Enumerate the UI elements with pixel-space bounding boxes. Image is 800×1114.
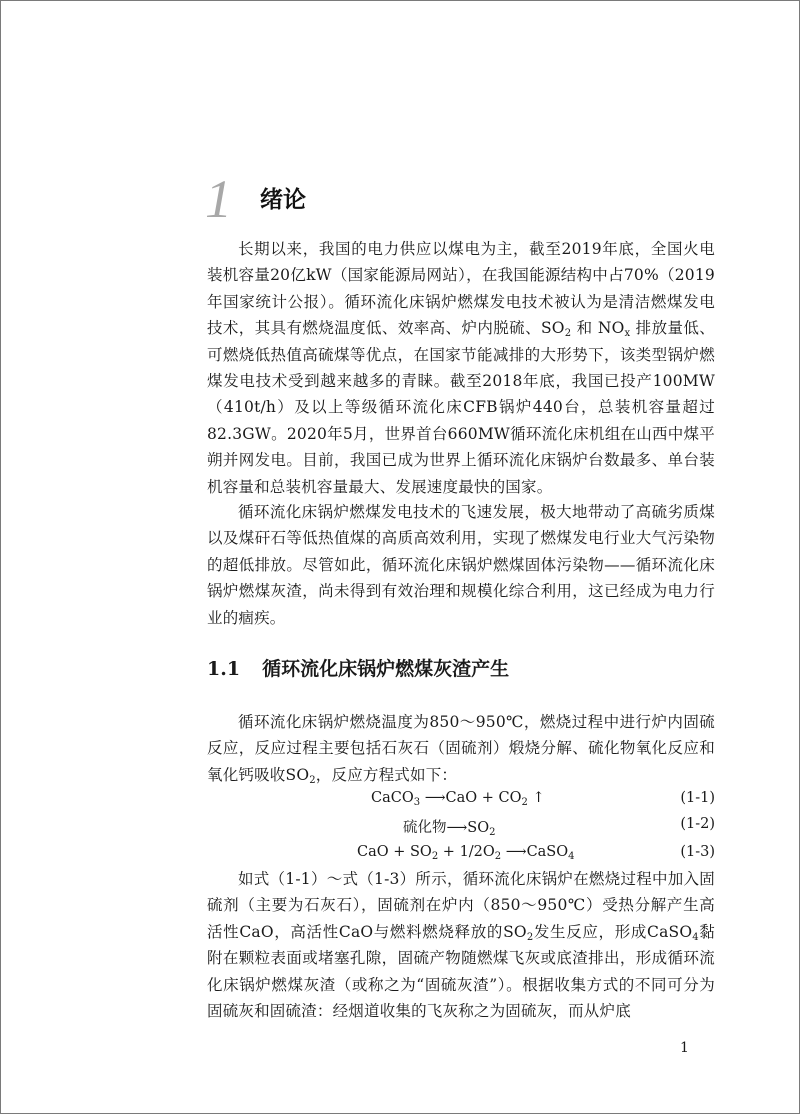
paragraph-1: 长期以来，我国的电力供应以煤电为主，截至2019年底，全国火电装机容量20亿kW（国家能源局网站），在我国能源结构中占70%（2019年国家统计公报）。循环流化床锅炉燃煤发电技术被认为是清洁燃煤发电技术，其具有燃烧温度低、效率高、炉内脱硫、$SO_2$ 和 $NO_x$ 排放量低、可燃烧低热值高硫煤等优点，在国家节能减排的大形势下，该类型锅炉燃煤发电技术受到越来越多的青睐。截至2018年底，我国已投产100MW（410t/h）及以上等级循环流化床CFB锅炉440台，总装机容量超过82.3GW。2020年5月，世界首台660MW循环流化床机组在山西中煤平朔并网发电。目前，我国已成为世界上循环流化床锅炉台数最多、单台装机容量和总装机容量最大、发展速度最快的国家。 [207, 240, 715, 496]
equation-3-formula: CaO + $SO_2 + 1/2O_2$ ⟶CaSO$_4$ [357, 844, 575, 862]
section-heading [207, 654, 509, 681]
chapter-title: 绪论 [260, 187, 306, 213]
paragraph-2: 循环流化床锅炉燃煤发电技术的飞速发展，极大地带动了高硫劣质煤以及煤矸石等低热值煤的高质高效利用，实现了燃煤发电行业大气污染物的超低排放。尽管如此，循环流化床锅炉燃煤固体污染物——循环流化床锅炉燃煤灰渣，尚未得到有效治理和规模化综合利用，这已经成为电力行业的痼疾。 [207, 503, 715, 627]
equation-1-number: (1-1) [680, 790, 715, 806]
equation-1-formula: CaCO$_3$ ⟶CaO + $CO_2$ ↑ [371, 790, 545, 808]
section-title: 循环流化床锅炉燃煤灰渣产生 [262, 658, 510, 680]
equation-1 [207, 790, 715, 816]
equation-3-number: (1-3) [680, 844, 715, 860]
section-number: 1.1 [207, 658, 241, 680]
equation-2-number: (1-2) [680, 816, 715, 832]
paragraph-4: 如式（1-1）～式（1-3）所示，循环流化床锅炉在燃烧过程中加入固硫剂（主要为石灰石），固硫剂在炉内（850～950℃）受热分解产生高活性CaO，高活性CaO与燃料燃烧释放的$SO_2$发生反应，形成CaSO$_4$黏附在颗粒表面或堵塞孔隙，固硫产物随燃煤飞灰或底渣排出，形成循环流化床锅炉燃煤灰渣（或称之为“固硫灰渣”）。根据收集方式的不同可分为固硫灰和固硫渣：经烟道收集的飞灰称之为固硫灰，而从炉底 [207, 870, 715, 1021]
equation-2 [207, 816, 715, 842]
equation-2-formula: 硫化物$⟶SO_2$ [403, 820, 496, 838]
paragraph-3: 循环流化床锅炉燃烧温度为850～950℃，燃烧过程中进行炉内固硫反应，反应过程主要包括石灰石（固硫剂）煅烧分解、硫化物氧化反应和氧化钙吸收$SO_2$，反应方程式如下： [207, 713, 715, 786]
chapter-heading [205, 166, 306, 229]
page-number: 1 [680, 1040, 689, 1056]
chapter-number: 1 [205, 169, 232, 229]
